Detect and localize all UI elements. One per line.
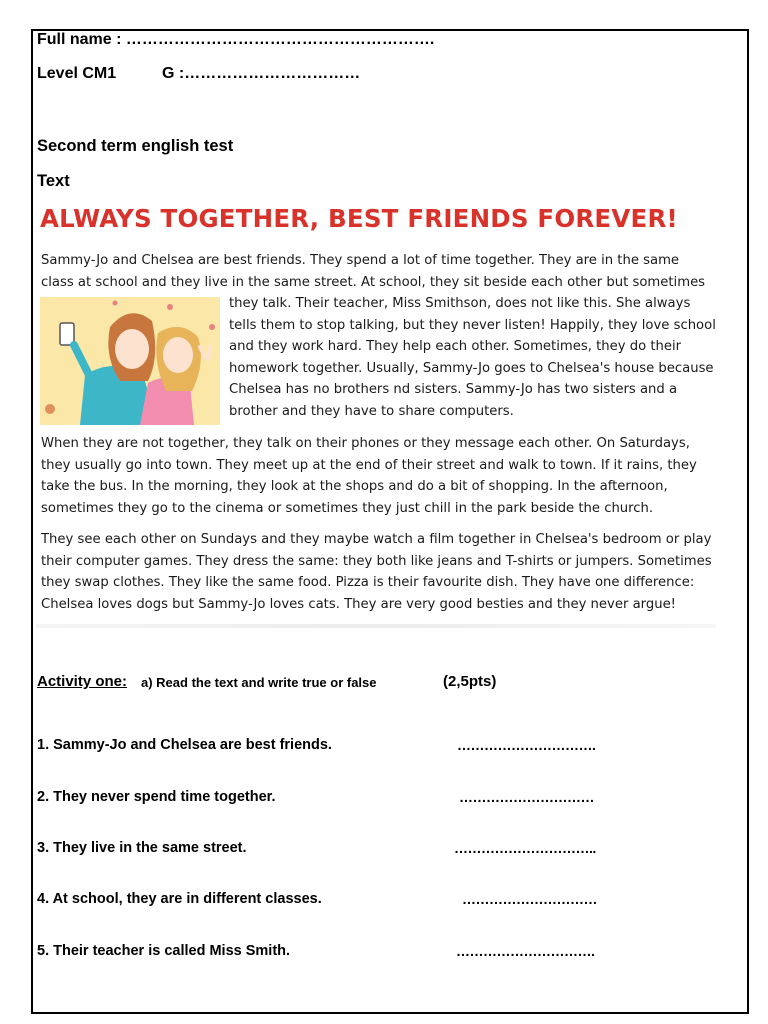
story-line: They see each other on Sundays and they maybe watch a film together in Chelsea's bedroom or play	[41, 532, 712, 547]
activity-points: (2,5pts)	[443, 673, 497, 690]
text-label: Text	[37, 172, 70, 190]
girl-left-face	[115, 329, 149, 369]
full-name-field[interactable]: Full name : ………………………………………………….	[37, 31, 435, 48]
heart-decoration	[167, 304, 173, 310]
friends-selfie-illustration	[40, 297, 220, 425]
answer-blank-1[interactable]: ………………………….	[457, 737, 596, 753]
story-paragraph-2	[41, 433, 697, 519]
answer-blank-4[interactable]: …………………………	[462, 891, 597, 907]
question-2: 2. They never spend time together.	[37, 789, 276, 805]
heart-decoration	[113, 301, 118, 306]
answer-blank-5[interactable]: ………………………….	[456, 943, 595, 959]
story-line: class at school and they live in the same street. At school, they sit beside each other but sometimes	[41, 274, 706, 290]
friends-illustration-svg	[40, 297, 220, 425]
story-line: Chelsea has no brothers nd sisters. Sammy-Jo has two sisters and a	[229, 382, 678, 398]
story-line: sometimes they go to the cinema or sometimes they just chill in the park beside the church.	[41, 500, 654, 516]
page-border	[31, 29, 749, 1014]
story-line: When they are not together, they talk on their phones or they message each other. On Saturdays,	[41, 436, 690, 451]
story-line: their computer games. They dress the same: they both like jeans and T-shirts or jumpers. Sometimes	[41, 553, 712, 569]
group-field[interactable]: G :……………………………	[162, 65, 361, 82]
question-1: 1. Sammy-Jo and Chelsea are best friends.	[37, 737, 332, 753]
question-3: 3. They live in the same street.	[37, 840, 247, 856]
answer-blank-2[interactable]: …………………………	[459, 789, 594, 805]
story-line: they usually go into town. They meet up at the end of their street and walk to town. If it rains, they	[41, 457, 697, 473]
story-line: brother and they have to share computers.	[229, 403, 514, 419]
question-5: 5. Their teacher is called Miss Smith.	[37, 943, 291, 959]
scan-divider	[36, 624, 716, 628]
activity-instruction: a) Read the text and write true or false	[141, 675, 377, 690]
question-4: 4. At school, they are in different classes.	[37, 891, 322, 907]
heart-decoration	[209, 324, 215, 330]
answer-blank-3[interactable]: …………………………..	[454, 840, 596, 856]
story-line: and they work hard. They help each other. Sometimes, they do their	[229, 339, 682, 355]
level-label: Level CM1	[37, 65, 117, 82]
story-line: Chelsea loves dogs but Sammy-Jo loves cats. They are very good besties and they never argue!	[41, 596, 676, 612]
story-paragraph-1-top	[41, 250, 705, 293]
girl-right-face	[163, 337, 193, 373]
story-line: Sammy-Jo and Chelsea are best friends. They spend a lot of time together. They are in the same	[41, 253, 680, 268]
story-line: homework together. Usually, Sammy-Jo goes to Chelsea's house because	[229, 360, 714, 376]
test-title: Second term english test	[37, 137, 234, 155]
story-line: they talk. Their teacher, Miss Smithson, does not like this. She always	[229, 296, 691, 311]
story-paragraph-3	[41, 529, 712, 615]
story-line: take the bus. In the morning, they look at the shops and do a bit of shopping. In the afternoon,	[41, 479, 668, 495]
decoration-dot	[45, 404, 55, 414]
story-title: ALWAYS TOGETHER, BEST FRIENDS FOREVER!	[40, 204, 678, 233]
story-paragraph-1-side	[229, 293, 716, 423]
story-line: they swap clothes. They like the same food. Pizza is their favourite dish. They have one difference:	[41, 575, 695, 591]
story-line: tells them to stop talking, but they never listen! Happily, they love school	[229, 317, 716, 333]
activity-label: Activity one:	[37, 673, 128, 690]
